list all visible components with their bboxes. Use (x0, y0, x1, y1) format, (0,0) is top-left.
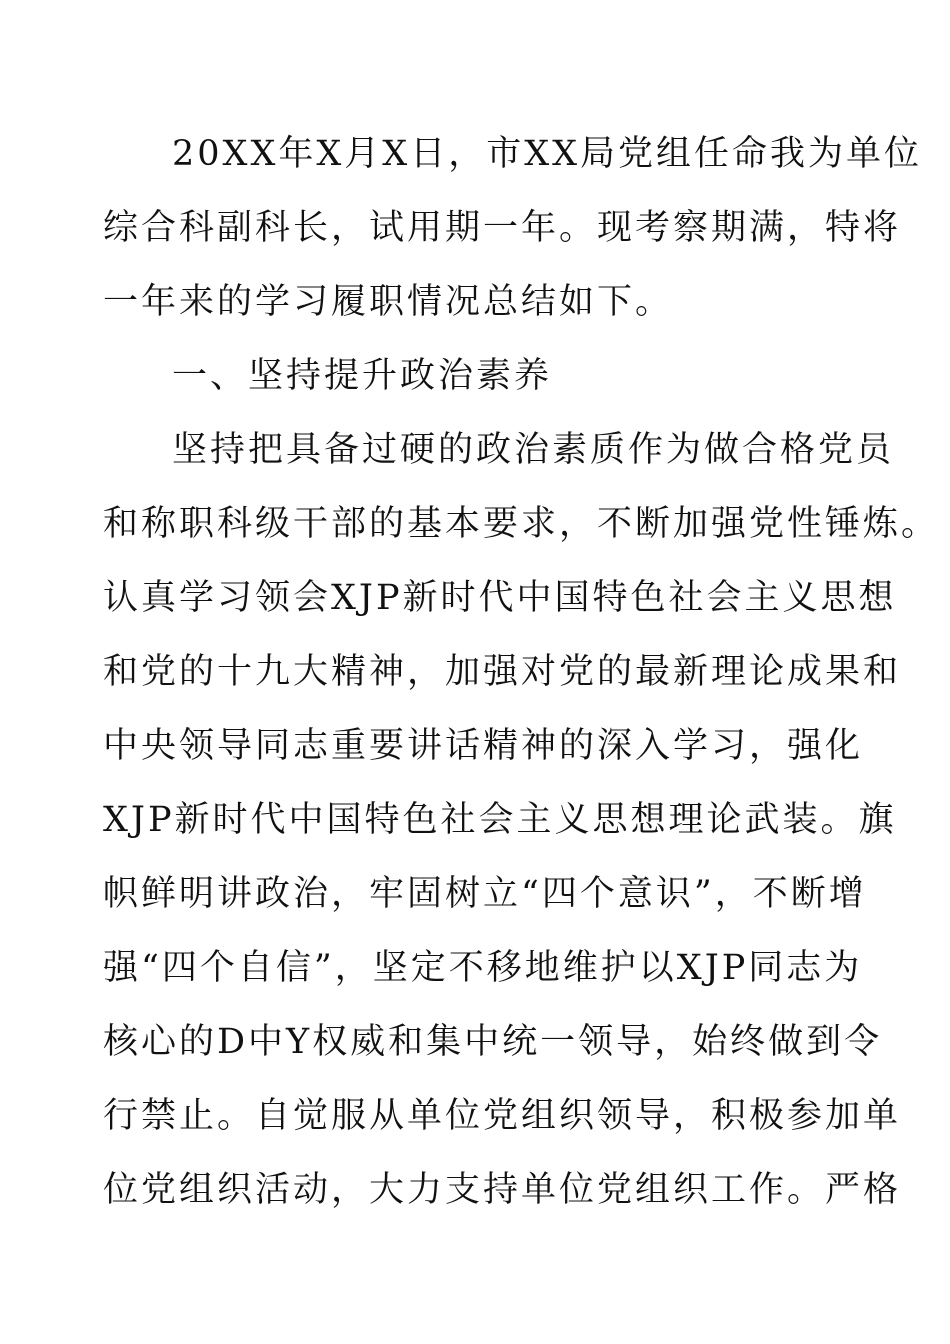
paragraph-2-line-10: 行禁止。自觉服从单位党组织领导，积极参加单 (103, 1096, 902, 1136)
paragraph-2-line-11: 位党组织活动，大力支持单位党组织工作。严格 (103, 1170, 902, 1210)
paragraph-2-line-1: 坚持把具备过硬的政治素质作为做合格党员 (172, 430, 895, 470)
paragraph-2-line-8: 强“四个自信”，坚定不移地维护以XJP同志为 (103, 948, 863, 988)
paragraph-2-line-7: 帜鲜明讲政治，牢固树立“四个意识”，不断增 (103, 874, 867, 914)
paragraph-1-line-3: 一年来的学习履职情况总结如下。 (103, 282, 674, 322)
paragraph-2-line-9: 核心的D中Y权威和集中统一领导，始终做到令 (103, 1022, 883, 1062)
paragraph-2-line-5: 中央领导同志重要讲话精神的深入学习，强化 (103, 726, 864, 766)
section-heading: 一、坚持提升政治素养 (172, 356, 553, 396)
paragraph-2-line-6: XJP新时代中国特色社会主义思想理论武装。旗 (103, 800, 897, 840)
paragraph-2-line-3: 认真学习领会XJP新时代中国特色社会主义思想 (103, 578, 897, 618)
paragraph-1-line-2: 综合科副科长，试用期一年。现考察期满，特将 (103, 208, 902, 248)
paragraph-2-line-2: 和称职科级干部的基本要求，不断加强党性锤炼。 (103, 504, 940, 544)
paragraph-1-line-1: 20XX年X月X日，市XX局党组任命我为单位 (172, 134, 923, 174)
paragraph-2-line-4: 和党的十九大精神，加强对党的最新理论成果和 (103, 652, 902, 692)
